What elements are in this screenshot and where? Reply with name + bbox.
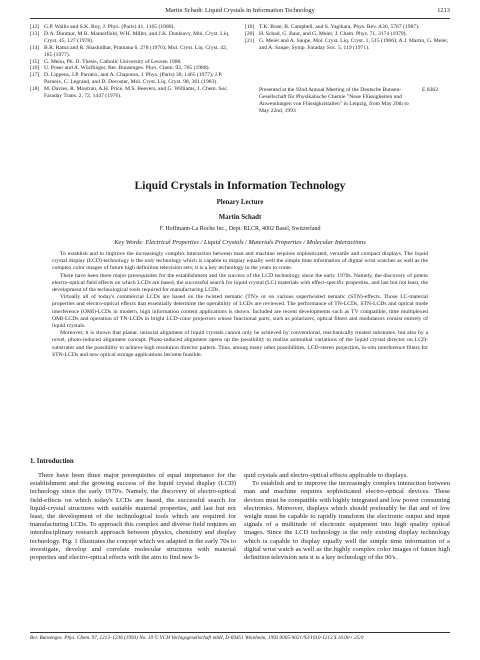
presented-note: Presented at the 92nd Annual Meeting of the Deutsche Bunsen-Gesellschaft für Physikalische Chemie "Neue Flüssigkeiten und Anwendungen von Flüssigkristallen" in Leipzig, from May 20th to May 22nd, 1993 — [259, 87, 409, 114]
reference-text: H. Schad, G. Baur, and G. Meier, J. Chem. Phys. 71, 3174 (1979). — [259, 30, 407, 37]
section-heading: 1. Introduction — [30, 458, 74, 465]
abstract-paragraph: Moreover, it is shown that planar, uniaxial alignment of liquid crystals cannot only be achieved by conventional, mechanically treated substrates, but also by a novel, photo-induced alignment concept. Photo-induced alignment opens up the possibility to realize azimuthal variations of the liquid crystal director on LCD-substrates and the possibility to achieve high resolution director pattern. Thus, among many other possibilities, LCD-stereo projection, in-situ interference filters for STN-LCDs and new optical storage applications become feasible. — [52, 330, 428, 358]
reference-item — [245, 24, 450, 31]
reference-item — [245, 38, 450, 52]
article-subtitle: Plenary Lecture — [216, 199, 264, 206]
reference-text: T.K. Bose, B. Campbell, and S. Yagihara, Phys. Rev. A36, 5767 (1987). — [259, 24, 420, 30]
reference-text: U. Poser and A. Würflinger, Ber. Bunsenges. Phys. Chem. 92, 765 (1988). — [44, 65, 210, 72]
reference-number: [21] — [245, 37, 255, 44]
reference-number: [16] — [30, 65, 40, 72]
running-header — [30, 6, 450, 19]
reference-number: [15] — [30, 58, 40, 65]
manuscript-code: E 8362 — [422, 87, 439, 93]
author-affiliation: F. Hoffmann-La Roche Inc., Dept. RLCR, 4002 Basel, Switzerland — [159, 226, 321, 232]
references-left — [30, 24, 235, 100]
reference-text: M. Davies, R. Moutran, A.H. Price, M.S. Beevers, and G. Williams, J. Chem. Soc. Faraday Trans. 2, 72, 1447 (1976). — [44, 86, 229, 100]
reference-item — [30, 72, 235, 86]
abstract-paragraph: There have been three major prerequisites for the establishment and the success of the LCD technology since the early 1970s. Namely, the discovery of potent electro-optical field effects on which LCDs are based, the successful search for liquid crystal (LC) materials with effect-specific properties, and last but not least, the development of the technological tools required for manufacturing LCDs. — [52, 272, 428, 294]
author-name: Martin Schadt — [218, 214, 262, 221]
abstract — [52, 251, 428, 359]
reference-text: G.P. Wallis and S.K. Roy, J. Phys. (Paris) 41, 1165 (1980). — [44, 24, 175, 30]
reference-item — [30, 31, 235, 45]
reference-number: [19] — [245, 24, 255, 30]
abstract-paragraph: To establish and to improve the increasingly complex interaction between man and machine requires sophisticated, versatile and compact displays. The liquid crystal display (LCD)-technology is the only technology which is capable to display equally well the simple time information of digital wrist watches as well as the complex color images of future high definition television sets; it is a key technology in the years to come. — [52, 251, 428, 272]
body-paragraph: quid crystals and electro-optical effects applicable to displays. — [244, 472, 408, 479]
reference-text: D.A. Dunmur, M.R. Manterfield, W.H. Miller, and J.K. Dunleavy, Mol. Cryst. Liq. Cryst. 45, 127 (1978). — [44, 30, 230, 44]
reference-text: G. Meier and A. Saupe, Mol. Cryst. Liq. Cryst. 1, 515 (1966); A.J. Martin, G. Meier, and A. Saupe, Symp. Faraday Soc. 5, 119 (1971). — [259, 37, 449, 51]
reference-number: [12] — [30, 24, 40, 30]
reference-text: D. Lippens, J.P. Parneix, and A. Chapoton, J. Phys. (Paris) 38, 1465 (1977); J.P. Parneix, C. Legrand, and D. Decoster, Mol. Cryst. Liq. Cryst. 98, 361 (1983). — [44, 72, 223, 86]
reference-number: [13] — [30, 30, 40, 37]
keywords: Key Words: Electrical Properties / Liquid Crystals / Materials Properties / Molecular Interactions — [114, 239, 366, 246]
running-head: Martin Schadt: Liquid Crystals in Information Technology — [165, 7, 315, 14]
reference-text: B.R. Ratna and R. Shashidhar, Pramana 6, 278 (1976); Mol. Cryst. Liq. Cryst. 42, 185 (1977). — [44, 44, 228, 58]
reference-number: [18] — [30, 86, 40, 93]
reference-item — [30, 86, 235, 100]
body-paragraph: There have been three major prerequisites of equal importance for the establishment and the growing success of the liquid crystal display (LCD) technology since the early 1970's. Namely, the discovery of electro-optical field-effects on which today's LCDs are based, the successful search for liquid-crystal structures with suitable material properties, and last but not least, the development of the technological tools which are required for manufacturing LCDs. To approach this complex and diverse field requires an interdisciplinary research approach between physics, chemistry and display technology. Fig. 1 illustrates the concept which we adapted in the early 70s to investigate, develop and correlate molecular structures with material properties and electro-optical effects with the aim to find new li- — [30, 472, 236, 562]
body-column-right — [244, 472, 450, 562]
reference-text: G. Menu, Ph. D. Thesis, Catholic University of Leuven 1988. — [44, 58, 182, 65]
article-title: Liquid Crystals in Information Technology — [134, 180, 346, 192]
abstract-paragraph: Virtually all of today's commercial LCDs are based on the twisted nematic (TN)- or on various supertwisted nematic (STN)-effects. Those LC-material properties and electro-optical effects that essentially determine the operability of LCDs are reviewed. The performance of TN-LCDs, STN-LCDs and optical mode interference (OMI)-LCDs in modern, high information content applications is shown. Included are recent developments such as TV compatible, time multiplexed OMI-LCDs and operation of TN-LCDs in bright LCD-color projectors whose functional parts, such as polarizers, optical filters and modulators consist entirely of liquid crystals. — [52, 294, 428, 330]
page-number: 1213 — [437, 7, 450, 14]
body-column-left — [30, 472, 236, 562]
references-right — [245, 24, 450, 52]
reference-number: [17] — [30, 72, 40, 79]
reference-number: [20] — [245, 30, 255, 37]
page-footer: Ber. Bunsenges. Phys. Chem. 97, 1213–1236 (1993) No. 10 © VCH Verlagsgesellschaft mbH, D-69451 Weinheim, 1993 0005-9021/93/1010-1213 $ 10.00+.25/0 — [30, 632, 450, 641]
reference-item — [30, 45, 235, 59]
reference-item — [245, 31, 450, 38]
reference-item — [30, 24, 235, 31]
reference-number: [14] — [30, 44, 40, 51]
body-paragraph: To establish and to improve the increasingly complex interaction between man and machine requires sophisticated electro-optical devices. These devices must be compatible with highly integrated and low power consuming electronics. Moreover, displays which should preferably be flat and of low weight must be capable to rapidly transform the electronic output and input signals of a multitude of electronic equipment into high quality optical images. Since the LCD technology is the only existing display technology which is capable to display equally well the simple time information of a digital wrist watch as well as the highly complex color images of future high definition television sets it is a key technology of the 90's. — [244, 480, 450, 562]
